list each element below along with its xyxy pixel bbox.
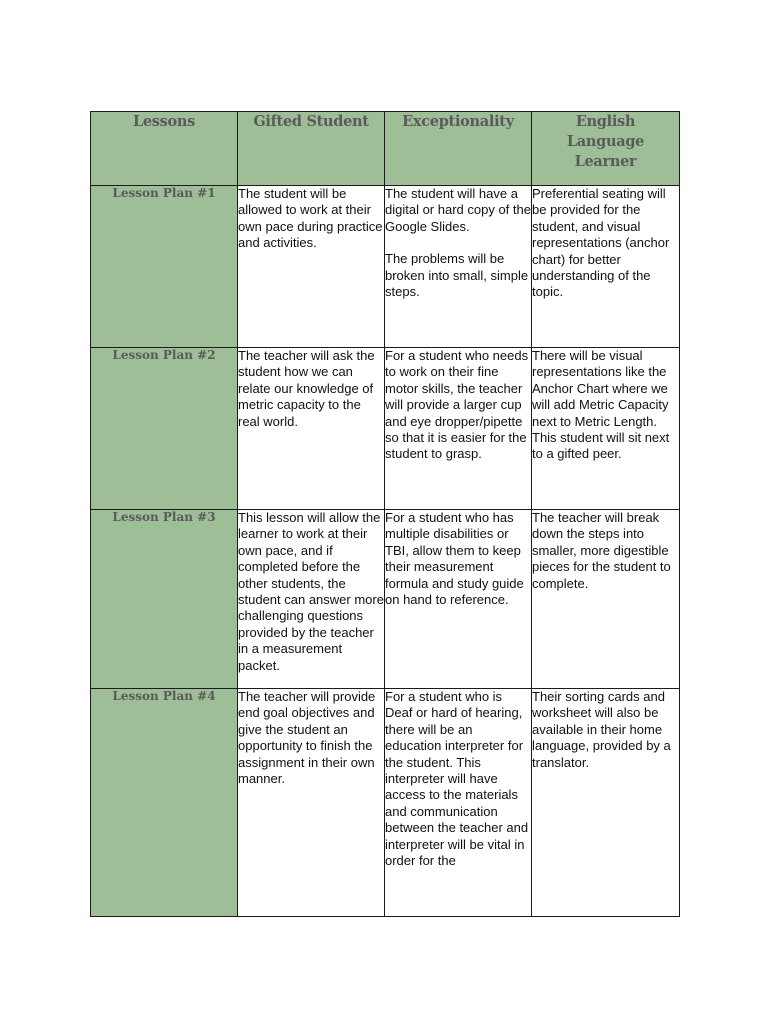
lesson-plan-label: Lesson Plan #4 [91,689,238,917]
cell-text: Preferential seating will be provided for the student, and visual representations (anchor chart) for better understanding of the topic. [532,186,670,300]
header-english-language-learner: English Language Learner [532,112,680,186]
ell-cell [532,689,680,917]
table-row [91,510,680,689]
table-row [91,348,680,510]
table-header-row [91,112,680,186]
gifted-cell [238,186,385,348]
cell-text: The student will have a digital or hard copy of the Google Slides. [385,186,531,234]
lesson-plan-label: Lesson Plan #2 [91,348,238,510]
table-row [91,689,680,917]
cell-text: The problems will be broken into small, simple steps. [385,251,529,300]
cell-text: The teacher will ask the student how we can relate our knowledge of metric capacity to the real world. [238,348,375,429]
exceptionality-cell [385,186,532,348]
lesson-plan-label: Lesson Plan #3 [91,510,238,689]
exceptionality-cell [385,689,532,917]
cell-text: This lesson will allow the learner to work at their own pace, and if completed before the other students, the student can answer more challenging questions provided by the teacher in a measurement packet. [238,510,384,673]
gifted-cell [238,348,385,510]
exceptionality-cell [385,510,532,689]
cell-text: The student will be allowed to work at their own pace during practice and activities. [238,186,383,251]
cell-text: For a student who is Deaf or hard of hearing, there will be an education interpreter for the student. This interpreter will have access to the materials and communication between the teacher and interpreter will be vital in order for the [385,689,529,869]
lesson-plan-label: Lesson Plan #1 [91,186,238,348]
exceptionality-cell [385,348,532,510]
accommodations-table [90,111,680,917]
cell-text: The teacher will break down the steps into smaller, more digestible pieces for the student to complete. [532,510,671,591]
cell-text: There will be visual representations like the Anchor Chart where we will add Metric Capacity next to Metric Length. This student will sit next to a gifted peer. [532,348,670,462]
cell-text: For a student who needs to work on their fine motor skills, the teacher will provide a larger cup and eye dropper/pipette so that it is easier for the student to grasp. [385,348,529,462]
ell-cell [532,510,680,689]
header-exceptionality: Exceptionality [385,112,532,186]
cell-text: For a student who has multiple disabilities or TBI, allow them to keep their measurement formula and study guide on hand to reference. [385,510,524,608]
table-row [91,186,680,348]
gifted-cell [238,689,385,917]
header-lessons: Lessons [91,112,238,186]
ell-cell [532,186,680,348]
cell-text: The teacher will provide end goal objectives and give the student an opportunity to finish the assignment in their own manner. [238,689,376,787]
ell-cell [532,348,680,510]
header-gifted-student: Gifted Student [238,112,385,186]
gifted-cell [238,510,385,689]
cell-text: Their sorting cards and worksheet will also be available in their home language, provided by a translator. [532,689,671,770]
